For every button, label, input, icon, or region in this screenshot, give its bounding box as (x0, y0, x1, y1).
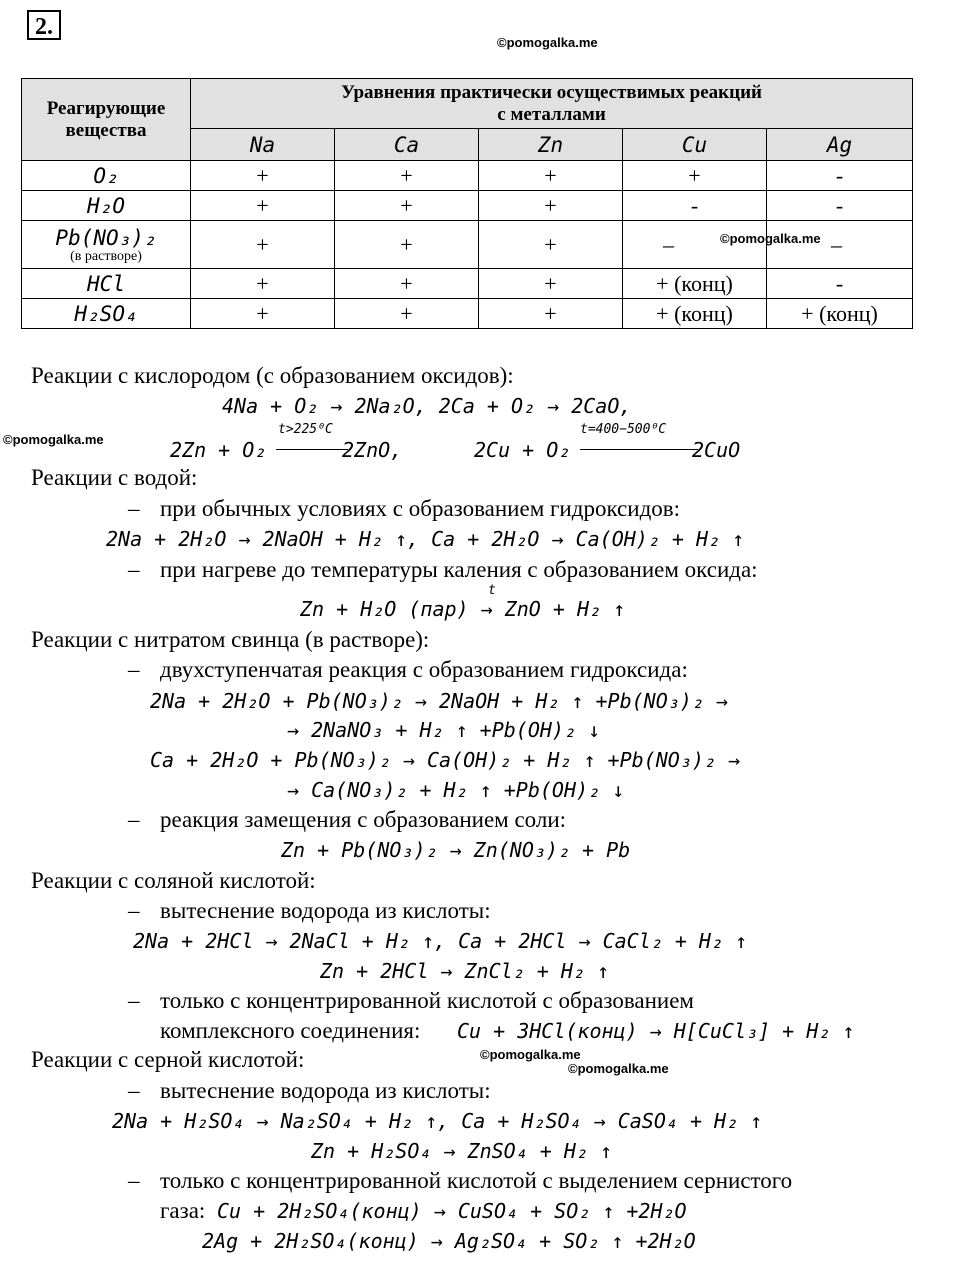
equation: 2Zn + O₂ (170, 438, 267, 462)
reagent-cell: H₂SO₄ (22, 299, 191, 329)
reagent-cell: O₂ (22, 161, 191, 191)
header-line-1: Уравнения практически осуществимых реакций (341, 81, 762, 103)
section-heading: Реакции с кислородом (с образованием оксидов): (31, 363, 514, 388)
value-cell: - (767, 191, 913, 221)
section-heading: Реакции с нитратом свинца (в растворе): (31, 627, 430, 652)
equation: 2CuO (692, 438, 741, 462)
equation: Zn + Pb(NO₃)₂ → Zn(NO₃)₂ + Pb (281, 838, 631, 862)
watermark: ©pomogalka.me (497, 35, 598, 50)
value-cell: + (479, 269, 623, 299)
equation: Zn + 2HCl → ZnCl₂ + H₂ ↑ (320, 959, 609, 983)
watermark: ©pomogalka.me (568, 1061, 669, 1076)
value-cell: + (191, 161, 335, 191)
watermark: ©pomogalka.me (3, 432, 104, 447)
equation: Cu + 3HCl(конц) → H[CuCl₃] + H₂ ↑ (457, 1019, 855, 1043)
value-cell: + (конц) (623, 269, 767, 299)
section-heading: Реакции с соляной кислотой: (31, 868, 316, 893)
list-item: только с концентрированной кислотой с выделением сернистого (160, 1168, 793, 1193)
metal-header: Ca (335, 129, 479, 161)
list-item: реакция замещения с образованием соли: (160, 807, 567, 832)
equation: Zn + H₂O (пар) → ZnO + H₂ ↑ (300, 597, 626, 621)
list-item: только с концентрированной кислотой с образованием (160, 988, 694, 1013)
list-item: при обычных условиях с образованием гидроксидов: (160, 496, 681, 521)
metal-header: Ag (767, 129, 913, 161)
value-cell: + (335, 299, 479, 329)
arrow-icon (276, 449, 348, 450)
value-cell: + (191, 269, 335, 299)
table-row (22, 299, 913, 329)
reagent-note: (в растворе) (70, 248, 142, 264)
reagent-cell: HCl (22, 269, 191, 299)
list-dash: – (128, 657, 140, 682)
value-cell: + (335, 221, 479, 269)
value-cell: - (767, 269, 913, 299)
equation: 2Na + 2H₂O + Pb(NO₃)₂ → 2NaOH + H₂ ↑ +Pb(NO₃)₂ → (150, 689, 728, 713)
value-cell: – (767, 221, 913, 269)
table-row (22, 269, 913, 299)
list-item: газа: (160, 1198, 206, 1223)
value-cell: + (623, 161, 767, 191)
list-dash: – (128, 988, 140, 1013)
metal-header: Cu (623, 129, 767, 161)
watermark: ©pomogalka.me (480, 1047, 581, 1062)
reaction-condition: t (488, 583, 496, 598)
list-dash: – (128, 807, 140, 832)
list-dash: – (128, 1078, 140, 1103)
equation: 2Na + 2H₂O → 2NaOH + H₂ ↑, Ca + 2H₂O → Ca(OH)₂ + H₂ ↑ (106, 527, 745, 551)
list-dash: – (128, 557, 140, 582)
value-cell: + (191, 299, 335, 329)
value-cell: + (335, 269, 479, 299)
list-item: комплексного соединения: (160, 1018, 421, 1043)
equation: Zn + H₂SO₄ → ZnSO₄ + H₂ ↑ (311, 1139, 613, 1163)
value-cell: - (623, 191, 767, 221)
equation: 2Ag + 2H₂SO₄(конц) → Ag₂SO₄ + SO₂ ↑ +2H₂O (202, 1229, 696, 1253)
task-number: 2. (27, 10, 61, 40)
equation: → 2NaNO₃ + H₂ ↑ +Pb(OH)₂ ↓ (287, 718, 601, 742)
value-cell: + (191, 191, 335, 221)
reagent-cell: H₂O (22, 191, 191, 221)
value-cell: + (479, 299, 623, 329)
table-row (22, 161, 913, 191)
value-cell: + (191, 221, 335, 269)
value-cell: + (479, 221, 623, 269)
value-cell: - (767, 161, 913, 191)
value-cell: + (конц) (623, 299, 767, 329)
metal-header: Zn (479, 129, 623, 161)
list-dash: – (128, 1168, 140, 1193)
equation: Ca + 2H₂O + Pb(NO₃)₂ → Ca(OH)₂ + H₂ ↑ +Pb(NO₃)₂ → (150, 748, 741, 772)
header-line-2: с металлами (497, 103, 606, 125)
equation: 2Cu + O₂ (474, 438, 571, 462)
arrow-icon (580, 449, 698, 450)
value-cell: + (479, 191, 623, 221)
equation: 2Na + 2HCl → 2NaCl + H₂ ↑, Ca + 2HCl → CaCl₂ + H₂ ↑ (133, 929, 748, 953)
reactions-table (21, 78, 913, 329)
value-cell: + (335, 161, 479, 191)
section-heading: Реакции с водой: (31, 465, 198, 490)
reagent-formula: Pb(NO₃)₂ (55, 225, 157, 250)
value-cell: + (335, 191, 479, 221)
equation: 4Na + O₂ → 2Na₂O, 2Ca + O₂ → 2CaO, (222, 394, 632, 418)
reaction-condition: t>225⁰C (278, 422, 333, 437)
equation: 2ZnO, (342, 438, 403, 462)
watermark: ©pomogalka.me (720, 231, 821, 246)
reaction-condition: t=400−500⁰C (580, 422, 667, 437)
list-dash: – (128, 496, 140, 521)
list-item: двухступенчатая реакция с образованием гидроксида: (160, 657, 688, 682)
equation: → Ca(NO₃)₂ + H₂ ↑ +Pb(OH)₂ ↓ (287, 778, 625, 802)
section-heading: Реакции с серной кислотой: (31, 1047, 305, 1072)
list-item: вытеснение водорода из кислоты: (160, 1078, 491, 1103)
list-dash: – (128, 898, 140, 923)
list-item: вытеснение водорода из кислоты: (160, 898, 491, 923)
value-cell: – (623, 221, 767, 269)
value-cell: + (конц) (767, 299, 913, 329)
table-row (22, 191, 913, 221)
equation: 2Na + H₂SO₄ → Na₂SO₄ + H₂ ↑, Ca + H₂SO₄ → CaSO₄ + H₂ ↑ (112, 1109, 763, 1133)
list-item: при нагреве до температуры каления с образованием оксида: (160, 557, 758, 582)
value-cell: + (479, 161, 623, 191)
metal-header: Na (191, 129, 335, 161)
equation: Cu + 2H₂SO₄(конц) → CuSO₄ + SO₂ ↑ +2H₂O (217, 1199, 687, 1223)
header-reagents: Реагирующие вещества (22, 79, 191, 161)
reagent-cell (22, 221, 191, 269)
header-reactions (191, 79, 913, 129)
